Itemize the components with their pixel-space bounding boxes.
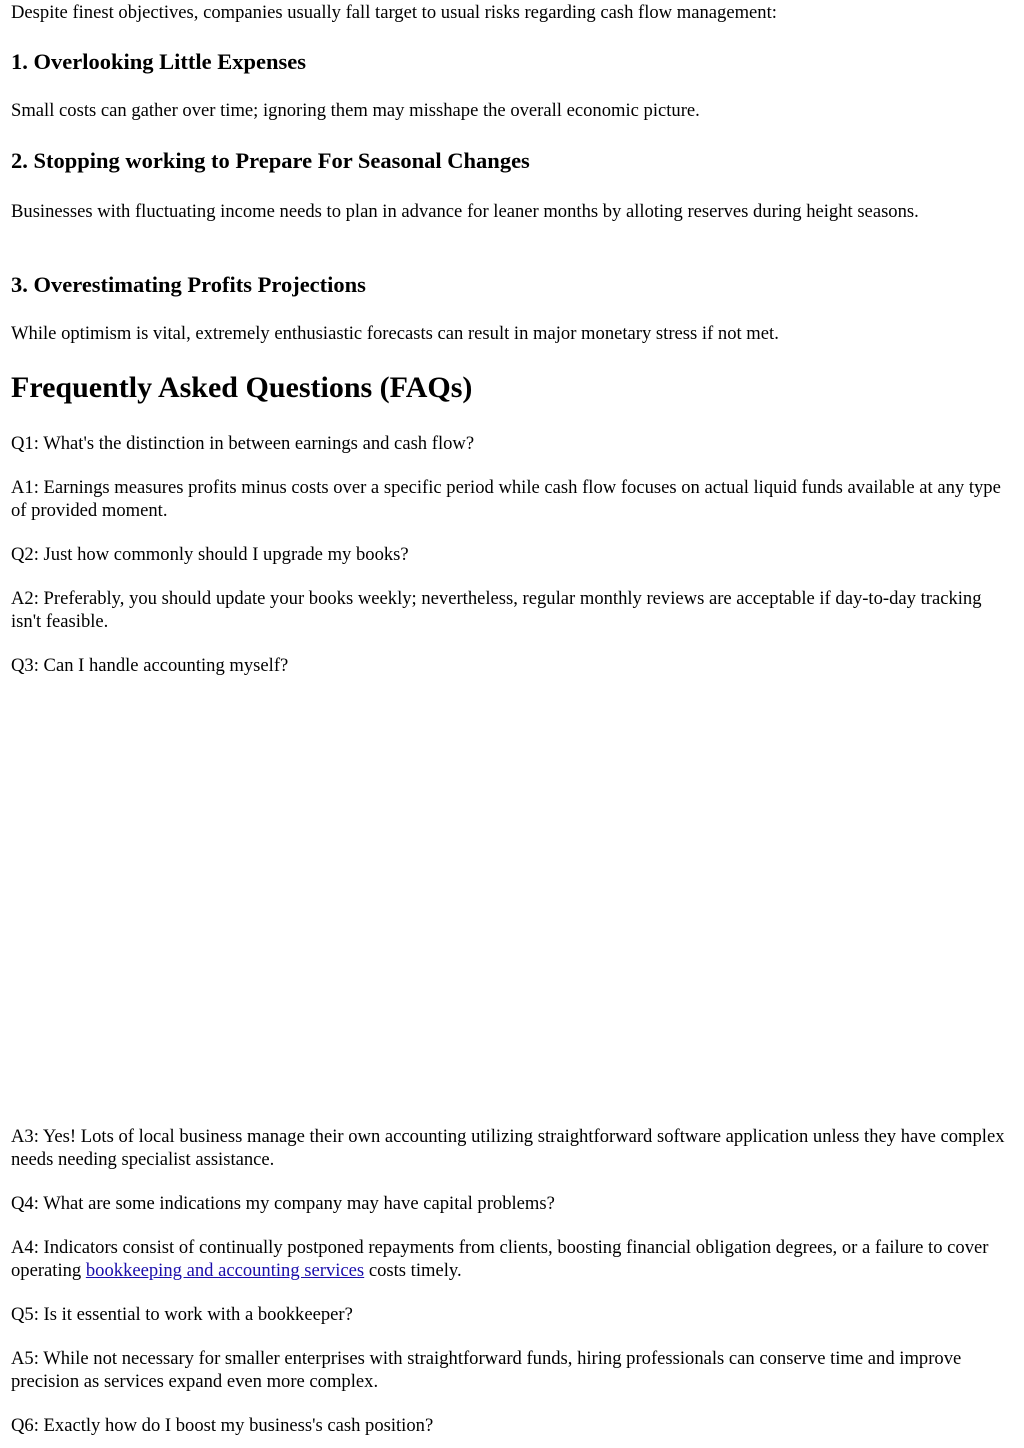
faq-answer-3: A3: Yes! Lots of local business manage their own accounting utilizing straightforward software application unless they have complex needs needing specialist assistance.	[11, 1126, 1005, 1170]
faq-answer-4-text-end: costs timely.	[364, 1260, 462, 1281]
faq-answer-4-text-start: A4: Indicators consist of continually postponed repayments from clients, boosting financial obligation degrees, or a failure to cover operating	[11, 1237, 989, 1281]
risk-heading-2: 2. Stopping working to Prepare For Seasonal Changes	[11, 148, 530, 173]
risk-body-3: While optimism is vital, extremely enthusiastic forecasts can result in major monetary stress if not met.	[11, 323, 779, 344]
risk-heading-1: 1. Overlooking Little Expenses	[11, 49, 307, 74]
faq-answer-1: A1: Earnings measures profits minus costs over a specific period while cash flow focuses on actual liquid funds available at any type of provided moment.	[11, 477, 1001, 521]
faq-title: Frequently Asked Questions (FAQs)	[11, 371, 473, 404]
risk-heading-3: 3. Overestimating Profits Projections	[11, 272, 366, 297]
risk-body-2: Businesses with fluctuating income needs to plan in advance for leaner months by alloting reserves during height seasons.	[11, 201, 919, 222]
faq-answer-2: A2: Preferably, you should update your books weekly; nevertheless, regular monthly reviews are acceptable if day-to-day tracking isn't feasible.	[11, 588, 982, 632]
faq-question-4: Q4: What are some indications my company may have capital problems?	[11, 1193, 555, 1214]
faq-question-3: Q3: Can I handle accounting myself?	[11, 655, 289, 676]
faq-answer-5: A5: While not necessary for smaller enterprises with straightforward funds, hiring professionals can conserve time and improve precision as services expand even more complex.	[11, 1348, 962, 1392]
bookkeeping-services-link[interactable]: bookkeeping and accounting services	[85, 1260, 365, 1281]
faq-question-5: Q5: Is it essential to work with a bookkeeper?	[11, 1304, 353, 1325]
faq-question-2: Q2: Just how commonly should I upgrade my books?	[11, 544, 409, 565]
intro-paragraph: Despite finest objectives, companies usually fall target to usual risks regarding cash flow management:	[11, 2, 777, 23]
faq-question-1: Q1: What's the distinction in between earnings and cash flow?	[11, 433, 475, 454]
faq-answer-4	[11, 1236, 1015, 1282]
risk-body-1: Small costs can gather over time; ignoring them may misshape the overall economic picture.	[11, 100, 700, 121]
faq-question-6: Q6: Exactly how do I boost my business's cash position?	[11, 1415, 434, 1436]
